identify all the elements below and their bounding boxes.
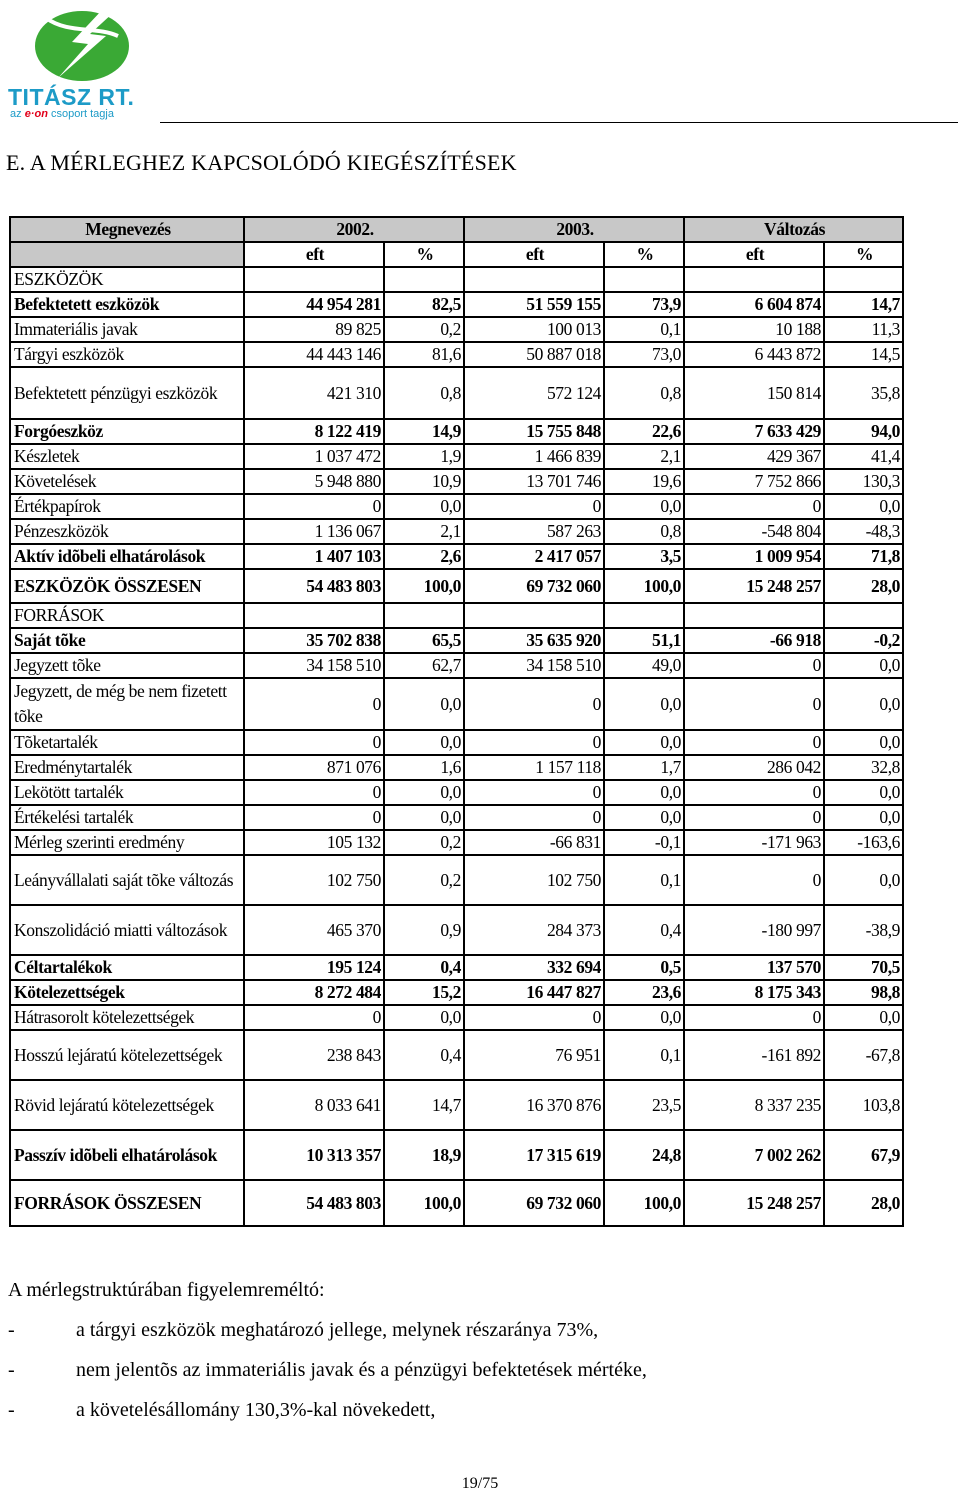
row-label: Kötelezettségek [10,980,244,1005]
row-value: 0 [464,780,604,805]
row-value: 8 337 235 [684,1080,824,1130]
row-value: 23,6 [604,980,684,1005]
logo-brand-text: TITÁSZ RT. [8,84,135,110]
row-value: 71,8 [824,544,903,569]
row-value [384,603,464,628]
row-value: 0,0 [604,730,684,755]
row-value: 0,0 [824,653,903,678]
eon-logo: e·on [24,108,48,120]
row-value: -67,8 [824,1030,903,1080]
header-name: Megnevezés [10,217,244,242]
row-value: -0,2 [824,628,903,653]
row-value: 34 158 510 [464,653,604,678]
notes-section [8,1278,948,1438]
row-value: 15,2 [384,980,464,1005]
row-value: 76 951 [464,1030,604,1080]
table-row [10,292,903,317]
table-row [10,805,903,830]
row-value: 100,0 [384,1180,464,1226]
row-label: Befektetett eszközök [10,292,244,317]
table-row [10,317,903,342]
row-label: FORRÁSOK ÖSSZESEN [10,1180,244,1226]
table-row [10,780,903,805]
header-blank [10,242,244,267]
row-value: 0 [684,730,824,755]
row-value: 0,8 [384,367,464,419]
header-unit-pct: % [604,242,684,267]
row-value: 465 370 [244,905,384,955]
row-value: 0,9 [384,905,464,955]
row-value: 587 263 [464,519,604,544]
row-label: Követelések [10,469,244,494]
row-value: 32,8 [824,755,903,780]
row-value: 137 570 [684,955,824,980]
row-value: 0 [244,678,384,730]
row-value: -38,9 [824,905,903,955]
row-value: 0 [684,1005,824,1030]
row-value: 41,4 [824,444,903,469]
balance-sheet-table [9,216,904,1227]
row-label: Tárgyi eszközök [10,342,244,367]
row-value: 70,5 [824,955,903,980]
row-value: 1 037 472 [244,444,384,469]
row-value: 17 315 619 [464,1130,604,1180]
table-row [10,569,903,603]
row-value: 65,5 [384,628,464,653]
list-dash: - [8,1359,15,1381]
row-value: 69 732 060 [464,1180,604,1226]
row-value: 44 443 146 [244,342,384,367]
row-value: 15 248 257 [684,569,824,603]
row-value: 1 157 118 [464,755,604,780]
row-value: 50 887 018 [464,342,604,367]
row-value: 6 604 874 [684,292,824,317]
row-value: 0 [464,1005,604,1030]
row-value: -180 997 [684,905,824,955]
row-value: 0 [684,494,824,519]
company-logo [6,4,158,122]
row-value [604,267,684,292]
row-value: 2,1 [384,519,464,544]
row-label: Tõketartalék [10,730,244,755]
header-row-units [10,242,903,267]
notes-intro: A mérlegstruktúrában figyelemreméltó: [8,1279,325,1301]
row-value: 7 752 866 [684,469,824,494]
table-row [10,955,903,980]
row-value: 0,0 [604,494,684,519]
row-value: 1,7 [604,755,684,780]
row-value: 10,9 [384,469,464,494]
row-value: 0,0 [384,678,464,730]
row-label: ESZKÖZÖK [10,267,244,292]
row-value: 238 843 [244,1030,384,1080]
row-value: 73,0 [604,342,684,367]
table-row [10,980,903,1005]
header-unit-eft: eft [244,242,384,267]
row-value: 14,5 [824,342,903,367]
row-value: 150 814 [684,367,824,419]
table-row [10,494,903,519]
list-dash: - [8,1399,15,1421]
row-value: 8 175 343 [684,980,824,1005]
row-label: Aktív idõbeli elhatárolások [10,544,244,569]
row-value [824,267,903,292]
header-2002: 2002. [244,217,464,242]
row-value: 24,8 [604,1130,684,1180]
row-value: 34 158 510 [244,653,384,678]
row-value: 0 [684,855,824,905]
row-value: 8 272 484 [244,980,384,1005]
row-value: 18,9 [384,1130,464,1180]
row-value: 28,0 [824,569,903,603]
row-value [604,603,684,628]
row-value: 0,5 [604,955,684,980]
row-label: Értékelési tartalék [10,805,244,830]
row-value: 0,0 [824,1005,903,1030]
row-value: 105 132 [244,830,384,855]
row-label: Jegyzett, de még be nem fizetett tõke [10,678,244,730]
row-value: 0,0 [604,1005,684,1030]
row-value: 0,0 [824,805,903,830]
row-value: 67,9 [824,1130,903,1180]
notes-list-item [8,1358,948,1382]
table-row [10,367,903,419]
table-row [10,653,903,678]
table-row [10,730,903,755]
notes-list-item [8,1398,948,1422]
row-value: 0,4 [384,955,464,980]
row-value: 14,9 [384,419,464,444]
row-value: 0 [464,494,604,519]
row-value: 16 447 827 [464,980,604,1005]
row-value: 7 633 429 [684,419,824,444]
table-row [10,469,903,494]
row-value: 102 750 [464,855,604,905]
row-value: 100,0 [604,569,684,603]
row-label: Rövid lejáratú kötelezettségek [10,1080,244,1130]
row-value: 7 002 262 [684,1130,824,1180]
row-value: -66 831 [464,830,604,855]
row-value: 0 [464,678,604,730]
row-value: 100 013 [464,317,604,342]
table-row [10,628,903,653]
notes-item-text: a tárgyi eszközök meghatározó jellege, melynek részaránya 73%, [76,1319,599,1341]
table-row [10,444,903,469]
row-value [244,267,384,292]
row-value: 54 483 803 [244,569,384,603]
row-value: 100,0 [384,569,464,603]
row-value [684,603,824,628]
row-value: 44 954 281 [244,292,384,317]
row-value [384,267,464,292]
table-row [10,905,903,955]
row-value: 2 417 057 [464,544,604,569]
row-label: Pénzeszközök [10,519,244,544]
row-value: 0 [684,653,824,678]
row-value: 51 559 155 [464,292,604,317]
row-value: 35 702 838 [244,628,384,653]
logo-tagline [10,108,162,120]
table-row [10,1130,903,1180]
row-value: 10 313 357 [244,1130,384,1180]
lightning-globe-icon [6,4,158,84]
logo-tag-post: csoport tagja [50,108,114,120]
row-label: Eredménytartalék [10,755,244,780]
row-label: Jegyzett tõke [10,653,244,678]
row-value: 19,6 [604,469,684,494]
row-value: 35 635 920 [464,628,604,653]
row-value: 0,8 [604,519,684,544]
row-label: Készletek [10,444,244,469]
table-row [10,342,903,367]
row-value: 332 694 [464,955,604,980]
notes-list-item [8,1318,948,1342]
row-value: 0,0 [824,780,903,805]
row-value: 0,2 [384,317,464,342]
table-row [10,267,903,292]
row-value: -171 963 [684,830,824,855]
row-value: 0,8 [604,367,684,419]
row-value: 1,9 [384,444,464,469]
row-value: 871 076 [244,755,384,780]
table-row [10,419,903,444]
row-value [684,267,824,292]
row-label: FORRÁSOK [10,603,244,628]
row-value: 51,1 [604,628,684,653]
row-value: 421 310 [244,367,384,419]
row-value: 0,0 [604,780,684,805]
row-value: 35,8 [824,367,903,419]
row-label: Értékpapírok [10,494,244,519]
row-value: 572 124 [464,367,604,419]
row-value: 0 [464,805,604,830]
row-value: 62,7 [384,653,464,678]
notes-item-text: a követelésállomány 130,3%-kal növekedett, [76,1399,436,1421]
row-label: Céltartalékok [10,955,244,980]
row-value: 0,1 [604,317,684,342]
table-row [10,1030,903,1080]
row-value: 1 136 067 [244,519,384,544]
row-value: 94,0 [824,419,903,444]
row-value: 15 755 848 [464,419,604,444]
row-label: Lekötött tartalék [10,780,244,805]
row-value: 81,6 [384,342,464,367]
row-label: Konszolidáció miatti változások [10,905,244,955]
row-value: 0,0 [384,1005,464,1030]
header-2003: 2003. [464,217,684,242]
row-value: -0,1 [604,830,684,855]
header-change: Változás [684,217,903,242]
row-value: 130,3 [824,469,903,494]
row-value: 0 [244,805,384,830]
row-value: 5 948 880 [244,469,384,494]
row-value: 10 188 [684,317,824,342]
row-value: 0,4 [384,1030,464,1080]
row-value: 0,1 [604,855,684,905]
row-label: Befektetett pénzügyi eszközök [10,367,244,419]
row-value: 2,1 [604,444,684,469]
table-row [10,544,903,569]
list-dash: - [8,1319,15,1341]
row-value: 0,0 [824,730,903,755]
row-value: 0 [684,780,824,805]
table-row [10,755,903,780]
row-value: 0 [244,494,384,519]
header-unit-eft: eft [464,242,604,267]
row-value: 0,2 [384,855,464,905]
row-value: 0,0 [824,678,903,730]
row-value: 0,0 [384,494,464,519]
row-value: 82,5 [384,292,464,317]
row-label: Saját tõke [10,628,244,653]
row-value: 89 825 [244,317,384,342]
page-title: E. A MÉRLEGHEZ KAPCSOLÓDÓ KIEGÉSZÍTÉSEK [6,150,517,175]
header-row-years [10,217,903,242]
row-label: Passzív idõbeli elhatárolások [10,1130,244,1180]
row-label: ESZKÖZÖK ÖSSZESEN [10,569,244,603]
row-value: 2,6 [384,544,464,569]
row-value: 98,8 [824,980,903,1005]
row-value: 0,0 [384,805,464,830]
row-value [464,603,604,628]
row-value [244,603,384,628]
row-value: 0,0 [824,494,903,519]
row-value: 23,5 [604,1080,684,1130]
row-value: 22,6 [604,419,684,444]
row-label: Mérleg szerinti eredmény [10,830,244,855]
row-value: 8 033 641 [244,1080,384,1130]
row-value: 0,0 [384,730,464,755]
notes-item-text: nem jelentõs az immateriális javak és a pénzügyi befektetések mértéke, [76,1359,647,1381]
header-unit-pct: % [384,242,464,267]
table-row [10,830,903,855]
table-row [10,678,903,730]
row-value: 1 466 839 [464,444,604,469]
row-value: 100,0 [604,1180,684,1226]
table-row [10,1005,903,1030]
table-row [10,1180,903,1226]
row-label: Hosszú lejáratú kötelezettségek [10,1030,244,1080]
row-value: 0 [244,1005,384,1030]
row-value: 286 042 [684,755,824,780]
row-value: 1,6 [384,755,464,780]
row-value: 8 122 419 [244,419,384,444]
row-value: 195 124 [244,955,384,980]
table-row [10,519,903,544]
row-value: 49,0 [604,653,684,678]
row-label: Hátrasorolt kötelezettségek [10,1005,244,1030]
row-value: 1 407 103 [244,544,384,569]
row-value: -161 892 [684,1030,824,1080]
row-value: 69 732 060 [464,569,604,603]
table-row [10,1080,903,1130]
row-value: 429 367 [684,444,824,469]
row-value: -48,3 [824,519,903,544]
row-value: 14,7 [384,1080,464,1130]
row-value: 0 [684,805,824,830]
row-value: -548 804 [684,519,824,544]
table-row [10,603,903,628]
row-value: 14,7 [824,292,903,317]
row-value: 102 750 [244,855,384,905]
row-value: 3,5 [604,544,684,569]
header-rule [160,122,958,123]
row-value: -66 918 [684,628,824,653]
row-value: -163,6 [824,830,903,855]
row-value: 0 [464,730,604,755]
logo-tag-pre: az [10,108,22,120]
row-value: 73,9 [604,292,684,317]
row-value: 54 483 803 [244,1180,384,1226]
row-value: 0,0 [384,780,464,805]
row-value: 28,0 [824,1180,903,1226]
row-label: Leányvállalati saját tõke változás [10,855,244,905]
row-value: 0 [244,780,384,805]
row-value: 0,1 [604,1030,684,1080]
header-unit-eft: eft [684,242,824,267]
row-value: 0,2 [384,830,464,855]
row-value: 284 373 [464,905,604,955]
row-label: Forgóeszköz [10,419,244,444]
row-value: 15 248 257 [684,1180,824,1226]
row-value: 103,8 [824,1080,903,1130]
row-value: 0,4 [604,905,684,955]
row-value: 16 370 876 [464,1080,604,1130]
row-value [464,267,604,292]
row-label: Immateriális javak [10,317,244,342]
row-value: 0 [244,730,384,755]
row-value: 6 443 872 [684,342,824,367]
row-value: 1 009 954 [684,544,824,569]
row-value: 0,0 [824,855,903,905]
row-value: 0 [684,678,824,730]
table-row [10,855,903,905]
row-value: 11,3 [824,317,903,342]
row-value: 0,0 [604,805,684,830]
row-value [824,603,903,628]
page-number: 19/75 [461,1475,499,1492]
row-value: 13 701 746 [464,469,604,494]
row-value: 0,0 [604,678,684,730]
header-unit-pct: % [824,242,903,267]
